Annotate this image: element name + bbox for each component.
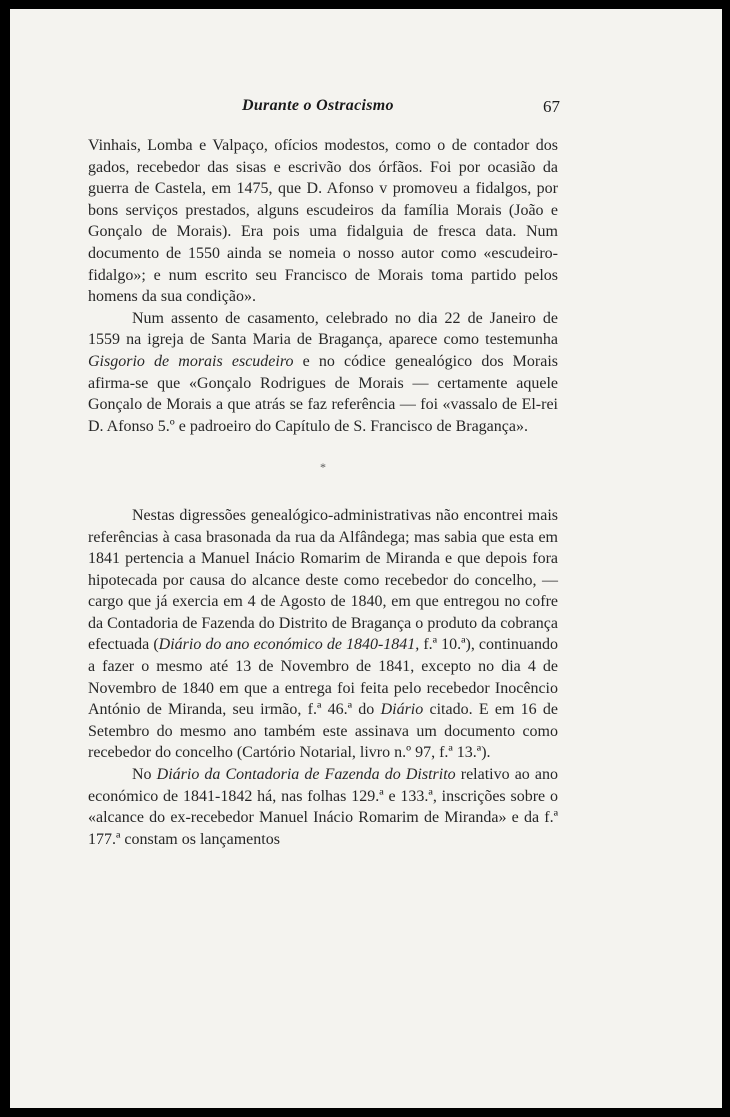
book-page xyxy=(10,9,722,1108)
paragraph-2-text-a: Num assento de casamento, celebrado no dia 22 de Janeiro de 1559 na igreja de Santa Maria de Bragança, aparece como testemunha xyxy=(88,309,558,349)
paragraph-2 xyxy=(88,308,558,438)
paragraph-1 xyxy=(88,135,558,308)
section-separator: * xyxy=(320,460,326,475)
paragraph-3-text-a: Nestas digressões genealógico-administrativas não encontrei mais referências à casa brasonada da rua da Alfândega; mas sabia que esta em 1841 pertencia a Manuel Inácio Romarim de Miranda e que depois fora hipotecada por causa do alcance deste como recebedor do concelho, — cargo que já exercia em 4 de Agosto de 1840, em que entregou no cofre da Contadoria de Fazenda do Distrito de Bragança o produto da cobrança efectuada ( xyxy=(88,506,558,654)
paragraph-3-text-c: citado. E em 16 de Setembro do mesmo ano também este assinava um documento como recebedor do concelho (Cartório Notarial, livro n.º 97, f.ª 13.ª). xyxy=(88,701,558,762)
body-text xyxy=(88,135,558,850)
paragraph-3-italic-2: Diário xyxy=(380,701,424,719)
paragraph-4-italic: Diário da Contadoria de Fazenda do Distrito xyxy=(156,766,456,784)
paragraph-1-text: Vinhais, Lomba e Valpaço, ofícios modestos, como o de contador dos gados, recebedor das sisas e escrivão dos órfãos. Foi por ocasião da guerra de Castela, em 1475, que D. Afonso v promoveu a fidalgos, por bons serviços prestados, alguns escudeiros da família Morais (João e Gonçalo de Morais). Era pois uma fidalguia de fresca data. Num documento de 1550 ainda se nomeia o nosso autor como «escudeiro-fidalgo»; e num escrito seu Francisco de Morais toma partido pelos homens da sua condição». xyxy=(88,137,558,306)
running-title: Durante o Ostracismo xyxy=(242,97,394,114)
paragraph-3-text-b: f.ª 10.ª), continuando a fazer o mesmo até 13 de Novembro de 1841, excepto no dia 4 de Novembro de 1840 em que a entrega foi feita pelo recebedor Inocêncio António de Miranda, seu irmão, f.ª 46.ª do xyxy=(88,636,559,719)
page-number: 67 xyxy=(543,97,560,116)
paragraph-4-text-b: relativo ao ano económico de 1841-1842 há, nas folhas 129.ª e 133.ª, inscrições sobre o «alcance do ex-recebedor Manuel Inácio Romarim de Miranda» e da f.ª 177.ª constam os lançamentos xyxy=(88,766,558,848)
paragraph-4-text-a: No xyxy=(132,766,157,784)
paragraph-4 xyxy=(88,764,558,850)
paragraph-3-italic-1: Diário do ano económico de 1840-1841, xyxy=(158,636,420,654)
paragraph-3 xyxy=(88,505,558,764)
page-header xyxy=(10,97,722,121)
paragraph-2-italic: Gisgorio de morais escudeiro xyxy=(88,352,294,370)
paragraph-2-text-b: e no códice genealógico dos Morais afirma-se que «Gonçalo Rodrigues de Morais — certamente aquele Gonçalo de Morais a que atrás se faz referência — foi «vassalo de El-rei D. Afonso 5.º e padroeiro do Capítulo de S. Francisco de Bragança». xyxy=(88,352,559,435)
